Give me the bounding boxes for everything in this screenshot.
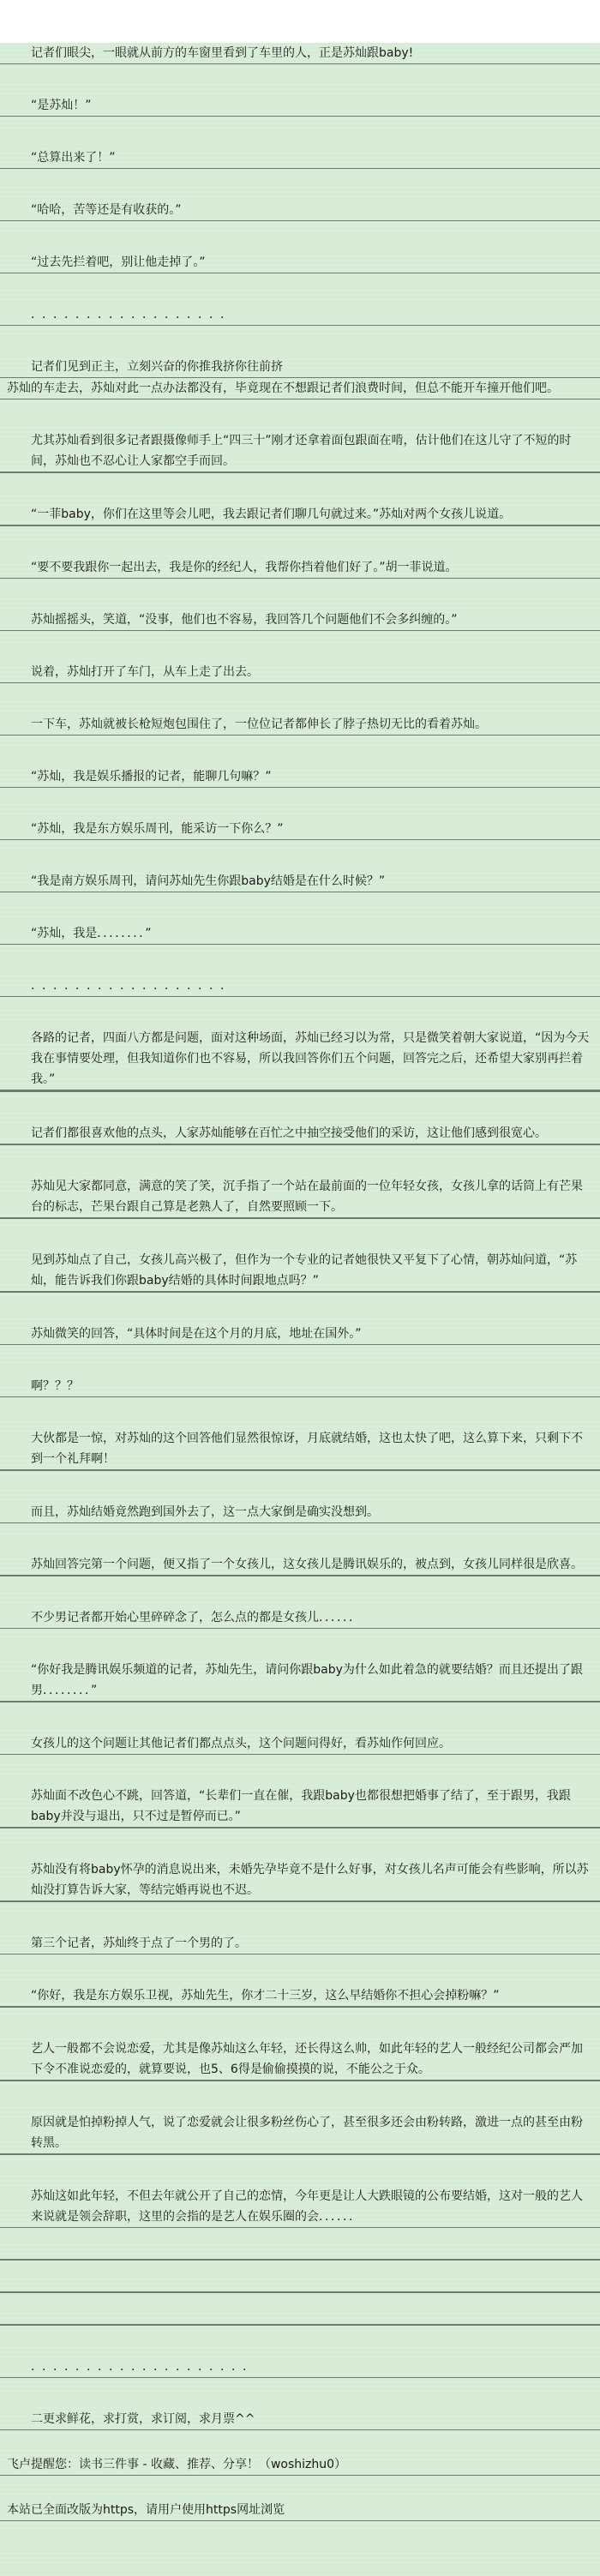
paragraph: “哈哈，苦等还是有收获的。” bbox=[0, 200, 600, 221]
paragraph: 尤其苏灿看到很多记者跟摄像师手上“四三十”刚才还拿着面包跟面在啃，估计他们在这儿守了不短的时间，苏灿也不忍心让人家都空手而回。 bbox=[0, 430, 600, 473]
paragraph: “苏灿，我是娱乐播报的记者，能聊几句嘛？” bbox=[0, 766, 600, 788]
paragraph: 不少男记者都开始心里碎碎念了，怎么点的都是女孩儿．．．．．． bbox=[0, 1607, 600, 1629]
paragraph: “总算出来了！” bbox=[0, 147, 600, 169]
paragraph: 第三个记者，苏灿终于点了一个男的了。 bbox=[0, 1933, 600, 1955]
paragraph: 二更求鲜花，求打赏，求订阅，求月票^^ bbox=[0, 2409, 600, 2430]
separator-dots: ．．．．．．．．．．．．．．．．．． bbox=[0, 304, 600, 326]
paragraph: “苏灿，我是．．．．．．．．” bbox=[0, 923, 600, 945]
separator-dots: ．．．．．．．．．．．．．．．．．．．． bbox=[0, 2357, 600, 2378]
paragraph: 苏灿没有将baby怀孕的消息说出来，未婚先孕毕竟不是什么好事，对女孩儿名声可能会有些影响，所以苏灿没打算告诉大家，等结完婚再说也不迟。 bbox=[0, 1859, 600, 1902]
paragraph: 记者们都很喜欢他的点头，人家苏灿能够在百忙之中抽空接受他们的采访，这让他们感到很宽心。 bbox=[0, 1123, 600, 1145]
paragraph: “一菲baby，你们在这里等会儿吧，我去跟记者们聊几句就过来。”苏灿对两个女孩儿说道。 bbox=[0, 504, 600, 526]
paragraph: 苏灿见大家都同意，满意的笑了笑，沉手指了一个站在最前面的一位年轻女孩，女孩儿拿的话筒上有芒果台的标志，芒果台跟自己算是老熟人了，自然要照顾一下。 bbox=[0, 1176, 600, 1219]
paragraph: 记者们见到正主，立刻兴奋的你推我挤你往前挤 苏灿的车走去，苏灿对此一点办法都没有，毕竟现在不想跟记者们浪费时间，但总不能开车撞开他们吧。 bbox=[0, 357, 600, 399]
footer-note: 本站已全面改版为https，请用户使用https网址浏览 bbox=[0, 2500, 600, 2521]
paragraph: 苏灿面不改色心不跳，回答道，“长辈们一直在催，我跟baby也都很想把婚事了结了，至于跟男，我跟baby并没与退出，只不过是暂停而已。” bbox=[0, 1786, 600, 1828]
paragraph: “苏灿，我是东方娱乐周刊，能采访一下你么？” bbox=[0, 819, 600, 840]
paragraph: 大伙都是一惊，对苏灿的这个回答他们显然很惊讶，月底就结婚，这也太快了吧，这么算下来，只剩下不到一个礼拜啊！ bbox=[0, 1428, 600, 1471]
paragraph: 原因就是怕掉粉掉人气，说了恋爱就会让很多粉丝伤心了，甚至很多还会由粉转路，激进一点的甚至由粉转黑。 bbox=[0, 2112, 600, 2155]
paragraph: “是苏灿！” bbox=[0, 95, 600, 117]
paragraph: 各路的记者，四面八方都是问题，面对这种场面，苏灿已经习以为常，只是微笑着朝大家说道，“因为今天我在事情要处理，但我知道你们也不容易，所以我回答你们五个问题，回答完之后，还希望大家别再拦着我。” bbox=[0, 1028, 600, 1092]
paragraph: 艺人一般都不会说恋爱，尤其是像苏灿这么年轻，还长得这么帅，如此年轻的艺人一般经纪公司都会严加下令不准说恋爱的，就算要说，也5、6得是偷偷摸摸的说，不能公之于众。 bbox=[0, 2039, 600, 2081]
paragraph: 见到苏灿点了自己，女孩儿高兴极了，但作为一个专业的记者她很快又平复下了心情，朝苏灿问道，“苏灿，能告诉我们你跟baby结婚的具体时间跟地点吗？” bbox=[0, 1250, 600, 1293]
paragraph: “你好我是腾讯娱乐频道的记者，苏灿先生，请问你跟baby为什么如此着急的就要结婚？而且还提出了跟男．．．．．．．．” bbox=[0, 1660, 600, 1702]
paragraph: 啊？？？ bbox=[0, 1376, 600, 1397]
paragraph: “过去先拦着吧，别让他走掉了。” bbox=[0, 252, 600, 273]
paragraph: 苏灿微笑的回答，“具体时间是在这个月的月底，地址在国外。” bbox=[0, 1324, 600, 1345]
paragraph: 女孩儿的这个问题让其他记者们都点点头，这个问题问得好，看苏灿作何回应。 bbox=[0, 1733, 600, 1755]
paragraph: “我是南方娱乐周刊，请问苏灿先生你跟baby结婚是在什么时候？” bbox=[0, 871, 600, 892]
paragraph: 一下车，苏灿就被长枪短炮包围住了，一位位记者都伸长了脖子热切无比的看着苏灿。 bbox=[0, 714, 600, 736]
paragraph: “要不要我跟你一起出去，我是你的经纪人，我帮你挡着他们好了。”胡一菲说道。 bbox=[0, 557, 600, 579]
footer-note: 飞卢提醒您：读书三件事 - 收藏、推荐、分享！（woshizhu0） bbox=[0, 2454, 600, 2476]
top-blank-strip bbox=[0, 0, 600, 43]
separator-dots: ．．．．．．．．．．．．．．．．．． bbox=[0, 976, 600, 997]
paragraph: “你好，我是东方娱乐卫视，苏灿先生，你才二十三岁，这么早结婚你不担心会掉粉嘛？” bbox=[0, 1985, 600, 2008]
paragraph: 苏灿回答完第一个问题，便又指了一个女孩儿，这女孩儿是腾讯娱乐的，被点到，女孩儿同样很是欣喜。 bbox=[0, 1554, 600, 1576]
paragraph: 苏灿摇摇头，笑道，“没事，他们也不容易，我回答几个问题他们不会多纠缠的。” bbox=[0, 609, 600, 631]
paragraph: 而且，苏灿结婚竟然跑到国外去了，这一点大家倒是确实没想到。 bbox=[0, 1502, 600, 1523]
paragraph: 说着，苏灿打开了车门，从车上走了出去。 bbox=[0, 662, 600, 683]
paragraph: 苏灿这如此年轻，不但去年就公开了自己的恋情，今年更是让人大跌眼镜的公布要结婚，这对一般的艺人来说就是领会辞职，这里的会指的是艺人在娱乐圈的会．．．．．． bbox=[0, 2186, 600, 2228]
paragraph: 记者们眼尖，一眼就从前方的车窗里看到了车里的人，正是苏灿跟baby! bbox=[0, 43, 600, 64]
